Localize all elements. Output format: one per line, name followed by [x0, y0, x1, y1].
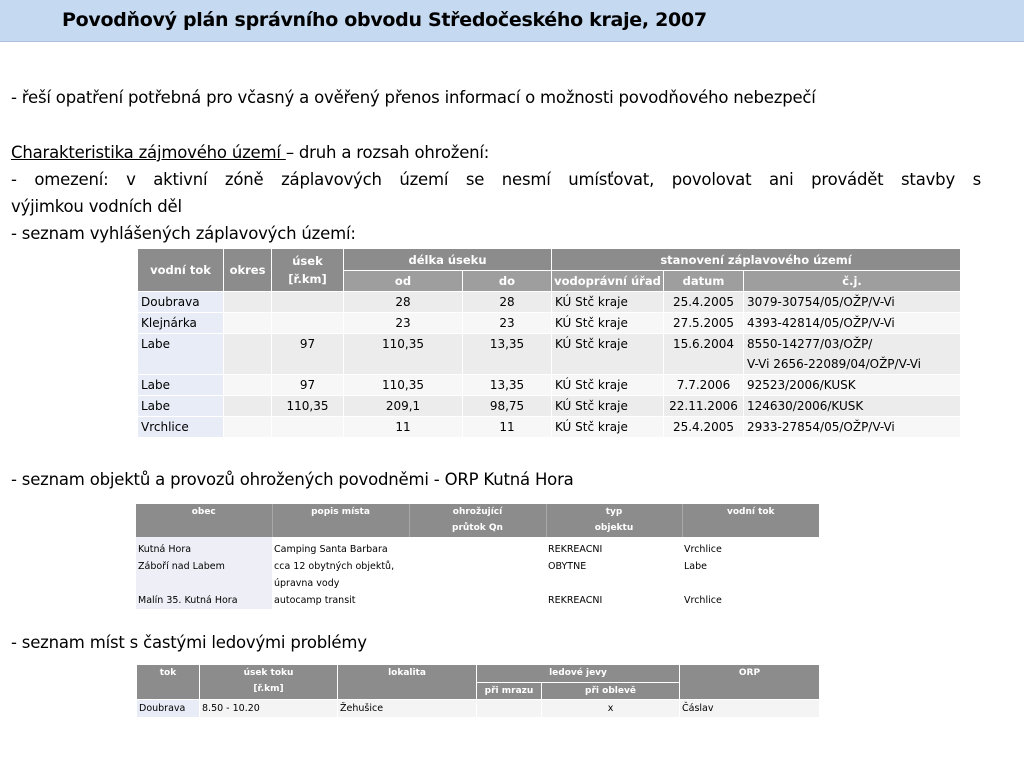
cell-watercourse: Labe [138, 334, 224, 375]
cell-authority: KÚ Stč kraje [552, 292, 664, 313]
cell-section [272, 292, 344, 313]
col-place: popis místa [272, 504, 409, 537]
floodzone-list-label: - seznam vyhlášených záplavových území: [11, 224, 356, 243]
col-section-l2: [ř.km] [253, 684, 284, 694]
cell-to: 23 [463, 313, 552, 334]
characteristic-heading-rest: – druh a rozsah ohrožení: [285, 143, 490, 162]
cell-authority: KÚ Stč kraje [552, 334, 664, 375]
col-locality: lokalita [338, 665, 477, 700]
cell-frost [477, 700, 542, 718]
cell-flow [409, 592, 546, 609]
cell-watercourse: Klejnárka [138, 313, 224, 334]
col-floodzone-group: stanovení záplavového území [552, 249, 961, 271]
restriction-line-2: výjimkou vodních děl [11, 197, 182, 216]
cell-district [224, 292, 272, 313]
cell-date: 25.4.2005 [664, 292, 744, 313]
table-row [138, 313, 961, 334]
cell-district [224, 334, 272, 375]
col-section-l1: úsek [292, 254, 323, 268]
col-watercourse: vodní tok [682, 504, 819, 537]
cell-district [224, 375, 272, 396]
cell-place-line2: úpravna vody [274, 578, 340, 589]
cell-to: 13,35 [463, 334, 552, 375]
col-district: okres [224, 249, 272, 292]
cell-watercourse: Labe [682, 558, 819, 592]
col-type [546, 504, 682, 537]
cell-section: 97 [272, 375, 344, 396]
cell-to: 98,75 [463, 396, 552, 417]
cell-from: 209,1 [344, 396, 463, 417]
cell-section: 97 [272, 334, 344, 375]
table-row [138, 417, 961, 438]
col-to: do [463, 271, 552, 292]
cell-type: REKREACNI [546, 592, 682, 609]
ice-problems-table [136, 664, 820, 718]
cell-from: 11 [344, 417, 463, 438]
col-length-group: délka úseku [344, 249, 552, 271]
col-type-l2: objektu [594, 523, 634, 533]
cell-date: 25.4.2005 [664, 417, 744, 438]
cell-ref-line2: V-Vi 2656-22089/04/OŽP/V-Vi [747, 357, 921, 371]
floodzone-table [137, 248, 961, 438]
cell-ref: 124630/2006/KUSK [744, 396, 961, 417]
cell-from: 28 [344, 292, 463, 313]
cell-date: 15.6.2004 [664, 334, 744, 375]
cell-authority: KÚ Stč kraje [552, 313, 664, 334]
table-row [137, 700, 820, 718]
col-flow-l2: průtok Qn [452, 523, 503, 533]
cell-ref: 4393-42814/05/OŽP/V-Vi [744, 313, 961, 334]
cell-section: 110,35 [272, 396, 344, 417]
cell-municipality: Kutná Hora [136, 537, 272, 558]
cell-place: autocamp transit [272, 592, 409, 609]
cell-thaw: x [542, 700, 680, 718]
cell-place: Camping Santa Barbara [272, 537, 409, 558]
cell-watercourse: Doubrava [137, 700, 200, 718]
cell-watercourse: Vrchlice [682, 537, 819, 558]
cell-authority: KÚ Stč kraje [552, 417, 664, 438]
cell-authority: KÚ Stč kraje [552, 375, 664, 396]
table-row [138, 396, 961, 417]
cell-section [272, 313, 344, 334]
cell-to: 28 [463, 292, 552, 313]
cell-watercourse: Labe [138, 375, 224, 396]
col-flow-l1: ohrožující [452, 507, 503, 517]
col-type-l1: typ [605, 507, 623, 517]
table-row [138, 375, 961, 396]
ice-list-label: - seznam míst s častými ledovými problémy [11, 633, 367, 652]
table-row [138, 334, 961, 375]
cell-municipality: Malín 35. Kutná Hora [136, 592, 272, 609]
col-section [272, 249, 344, 292]
cell-ref: 2933-27854/05/OŽP/V-Vi [744, 417, 961, 438]
cell-ref [744, 334, 961, 375]
cell-to: 11 [463, 417, 552, 438]
cell-flow [409, 558, 546, 592]
cell-ref-line1: 8550-14277/03/OŽP/ [747, 337, 873, 351]
cell-watercourse: Labe [138, 396, 224, 417]
col-from: od [344, 271, 463, 292]
cell-watercourse: Doubrava [138, 292, 224, 313]
cell-place [272, 558, 409, 592]
table-row [136, 537, 819, 558]
cell-from: 110,35 [344, 334, 463, 375]
cell-date: 7.7.2006 [664, 375, 744, 396]
objects-list-label: - seznam objektů a provozů ohrožených povodněmi - ORP Kutná Hora [11, 470, 574, 489]
cell-place-line1: cca 12 obytných objektů, [274, 561, 395, 572]
cell-locality: Žehušice [338, 700, 477, 718]
cell-watercourse: Vrchlice [138, 417, 224, 438]
restriction-line-1: - omezení: v aktivní zóně záplavových území se nesmí umísťovat, povolovat ani provádět stavby s [11, 170, 981, 189]
cell-district [224, 396, 272, 417]
cell-municipality: Záboří nad Labem [136, 558, 272, 592]
cell-from: 110,35 [344, 375, 463, 396]
cell-section [272, 417, 344, 438]
col-ice-group: ledové jevy [477, 665, 680, 683]
col-frost: při mrazu [477, 683, 542, 700]
cell-date: 22.11.2006 [664, 396, 744, 417]
characteristic-heading [11, 143, 489, 162]
title-bar [0, 0, 1024, 42]
cell-type: OBYTNE [546, 558, 682, 592]
cell-section: 8.50 - 10.20 [200, 700, 338, 718]
col-authority: vodoprávní úřad [552, 271, 664, 292]
table-row [136, 558, 819, 592]
col-ref: č.j. [744, 271, 961, 292]
cell-type: REKREACNI [546, 537, 682, 558]
col-municipality: obec [136, 504, 272, 537]
characteristic-heading-underlined: Charakteristika zájmového území [11, 143, 286, 162]
cell-district [224, 417, 272, 438]
cell-to: 13,35 [463, 375, 552, 396]
page-title: Povodňový plán správního obvodu Středočeského kraje, 2007 [62, 9, 707, 31]
cell-ref: 3079-30754/05/OŽP/V-Vi [744, 292, 961, 313]
col-watercourse: vodní tok [138, 249, 224, 292]
col-flow [409, 504, 546, 537]
cell-ref: 92523/2006/KUSK [744, 375, 961, 396]
intro-text: - řeší opatření potřebná pro včasný a ověřený přenos informací o možnosti povodňového nebezpečí [11, 88, 816, 107]
cell-watercourse: Vrchlice [682, 592, 819, 609]
cell-district [224, 313, 272, 334]
cell-from: 23 [344, 313, 463, 334]
col-orp: ORP [680, 665, 820, 700]
cell-flow [409, 537, 546, 558]
cell-authority: KÚ Stč kraje [552, 396, 664, 417]
col-section [200, 665, 338, 700]
col-section-l2: [ř.km] [288, 272, 327, 286]
col-date: datum [664, 271, 744, 292]
col-watercourse: tok [137, 665, 200, 700]
threatened-objects-table [136, 504, 819, 609]
cell-orp: Čáslav [680, 700, 820, 718]
cell-date: 27.5.2005 [664, 313, 744, 334]
table-row [138, 292, 961, 313]
col-thaw: při oblevě [542, 683, 680, 700]
col-section-l1: úsek toku [243, 668, 294, 678]
table-row [136, 592, 819, 609]
